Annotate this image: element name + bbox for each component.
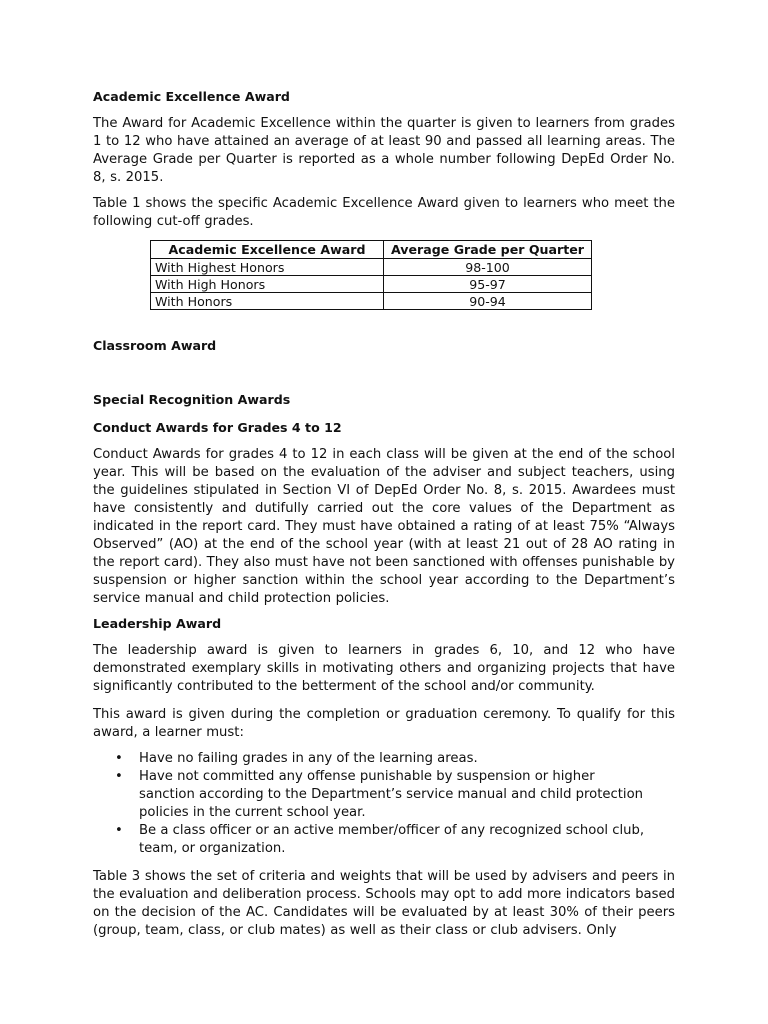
- list-item-text: Have not committed any offense punishable by suspension or higher sanction according to the Department’s service manual and child protection policies in the current school year.: [139, 769, 644, 820]
- leadership-award-heading: Leadership Award: [93, 616, 222, 631]
- table-header-row: [151, 241, 592, 259]
- conduct-awards-heading: Conduct Awards for Grades 4 to 12: [93, 420, 342, 435]
- table-cell-award: With Honors: [151, 293, 384, 310]
- table-header-grade: Average Grade per Quarter: [384, 241, 592, 259]
- list-item-text: Have no failing grades in any of the learning areas.: [139, 751, 478, 766]
- bullet-icon: •: [115, 751, 123, 766]
- table-cell-grade: 95-97: [384, 276, 592, 293]
- special-recognition-heading: Special Recognition Awards: [93, 392, 291, 407]
- table-cell-grade: 90-94: [384, 293, 592, 310]
- table-cell-grade: 98-100: [384, 259, 592, 276]
- list-item: [93, 822, 653, 858]
- table-row: [151, 276, 592, 293]
- table-header-award: Academic Excellence Award: [151, 241, 384, 259]
- academic-excellence-heading: Academic Excellence Award: [93, 89, 290, 104]
- bullet-icon: •: [115, 823, 123, 838]
- qualification-intro-paragraph: This award is given during the completion or graduation ceremony. To qualify for this award, a learner must:: [93, 707, 675, 740]
- list-item-text: Be a class officer or an active member/officer of any recognized school club, team, or organization.: [139, 823, 645, 856]
- leadership-award-paragraph: The leadership award is given to learners in grades 6, 10, and 12 who have demonstrated exemplary skills in motivating others and organizing projects that have significantly contributed to the betterment of the school and/or community.: [93, 643, 675, 694]
- criteria-weights-paragraph: Table 3 shows the set of criteria and weights that will be used by advisers and peers in the evaluation and deliberation process. Schools may opt to add more indicators based on the decision of the AC. Candidates will be evaluated by at least 30% of their peers (group, team, class, or club mates) as well as their class or club advisers. Only: [93, 869, 675, 938]
- classroom-award-heading: Classroom Award: [93, 338, 217, 353]
- table-row: [151, 293, 592, 310]
- conduct-awards-paragraph: Conduct Awards for grades 4 to 12 in each class will be given at the end of the school year. This will be based on the evaluation of the adviser and subject teachers, using the guidelines stipulated in Section VI of DepEd Order No. 8, s. 2015. Awardees must have consistently and dutifully carried out the core values of the Department as indicated in the report card. They must have obtained a rating of at least 75% “Always Observed” (AO) at the end of the school year (with at least 21 out of 28 AO rating in the report card). They also must have not been sanctioned with offenses punishable by suspension or higher sanction within the school year according to the Department’s service manual and child protection policies.: [93, 447, 675, 606]
- list-item: [93, 768, 653, 822]
- table-intro-paragraph: Table 1 shows the specific Academic Excellence Award given to learners who meet the following cut-off grades.: [93, 196, 675, 229]
- academic-excellence-paragraph: The Award for Academic Excellence within the quarter is given to learners from grades 1 to 12 who have attained an average of at least 90 and passed all learning areas. The Average Grade per Quarter is reported as a whole number following DepEd Order No. 8, s. 2015.: [93, 116, 675, 185]
- academic-excellence-table: [150, 240, 592, 310]
- table-cell-award: With High Honors: [151, 276, 384, 293]
- bullet-icon: •: [115, 769, 123, 784]
- table-row: [151, 259, 592, 276]
- list-item: [93, 750, 653, 768]
- table-cell-award: With Highest Honors: [151, 259, 384, 276]
- qualification-criteria-list: [93, 750, 653, 858]
